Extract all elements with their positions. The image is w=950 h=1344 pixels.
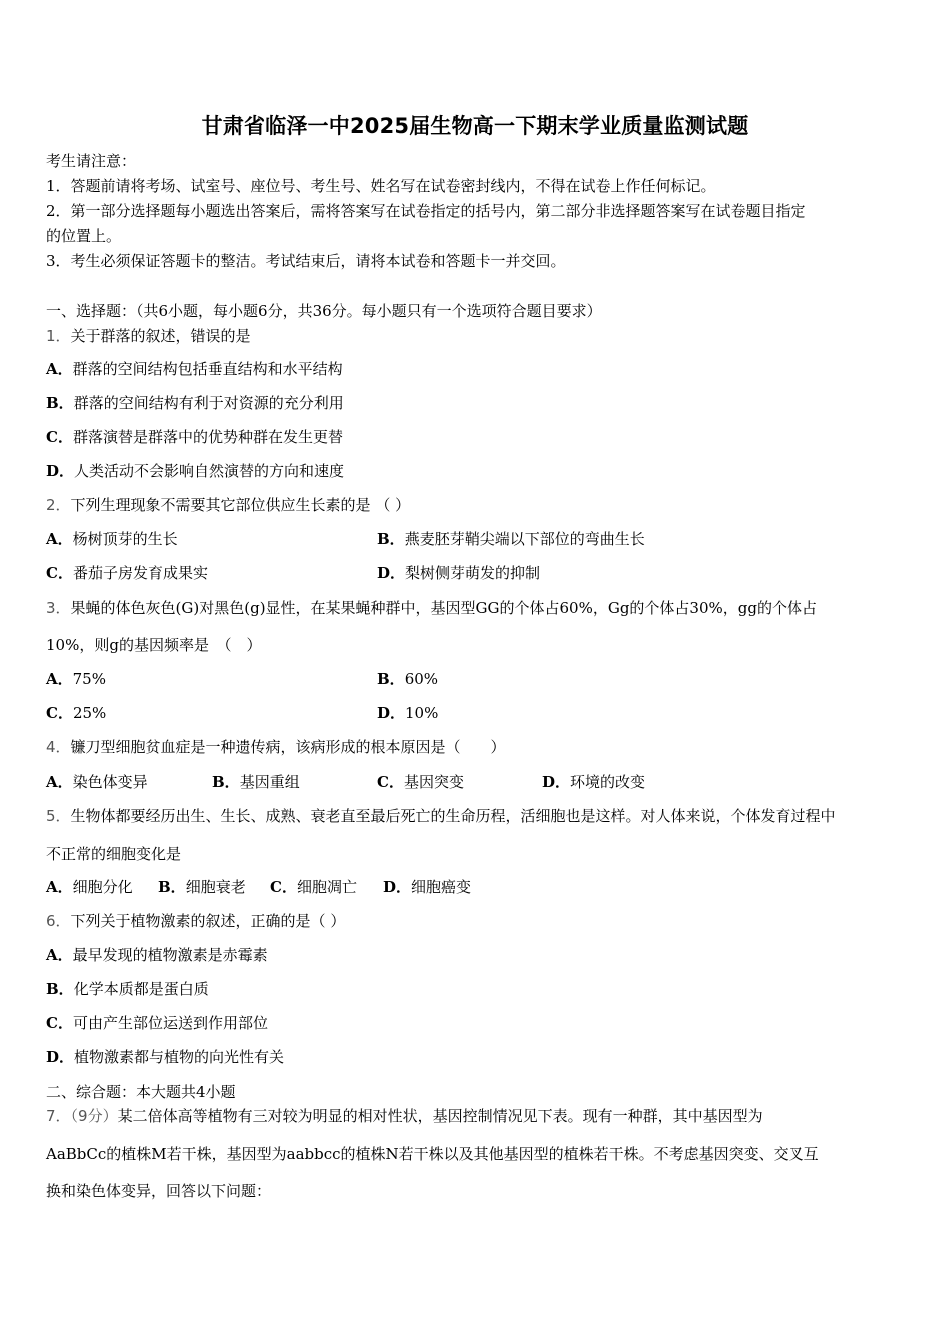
question-3-cont: 10%，则g的基因频率是 （ ）	[46, 636, 262, 654]
q1-option-a: A．群落的空间结构包括垂直结构和水平结构	[46, 360, 343, 378]
q2-option-c: C．番茄子房发育成果实	[46, 564, 208, 582]
q2-option-b: B．燕麦胚芽鞘尖端以下部位的弯曲生长	[377, 530, 645, 548]
question-1	[46, 325, 251, 347]
q6-option-a: A．最早发现的植物激素是赤霉素	[46, 946, 268, 964]
question-number: 5．	[46, 807, 71, 825]
question-score: （9分）	[70, 1107, 118, 1125]
question-number: 7．	[46, 1107, 71, 1125]
notice-heading: 考生请注意：	[46, 152, 137, 170]
question-5-cont: 不正常的细胞变化是	[46, 845, 182, 863]
question-stem: 下列生理现象不需要其它部位供应生长素的是 （ ）	[70, 496, 411, 514]
q4-option-a: A．染色体变异	[46, 773, 148, 791]
q6-option-d: D．植物激素都与植物的向光性有关	[46, 1048, 285, 1066]
question-5	[46, 805, 836, 827]
notice-item-2-cont: 的位置上。	[46, 227, 122, 245]
q5-option-b: B．细胞衰老	[158, 878, 246, 896]
question-number: 1．	[46, 327, 71, 345]
question-7-cont-1: AaBbCc的植株M若干株，基因型为aabbcc的植株N若干株以及其他基因型的植株若干株。不考虑基因突变、交叉互	[46, 1145, 819, 1163]
question-number: 2．	[46, 496, 71, 514]
section-1-heading: 一、选择题：（共6小题，每小题6分，共36分。每小题只有一个选项符合题目要求）	[46, 302, 602, 320]
question-7	[46, 1105, 763, 1127]
notice-item-3: 3．考生必须保证答题卡的整洁。考试结束后，请将本试卷和答题卡一并交回。	[46, 252, 566, 270]
q1-option-d: D．人类活动不会影响自然演替的方向和速度	[46, 462, 345, 480]
q3-option-c: C．25%	[46, 704, 107, 722]
q3-option-a: A．75%	[46, 670, 106, 688]
q6-option-b: B．化学本质都是蛋白质	[46, 980, 209, 998]
q3-option-b: B．60%	[377, 670, 439, 688]
q1-option-c: C．群落演替是群落中的优势种群在发生更替	[46, 428, 343, 446]
q3-option-d: D．10%	[377, 704, 439, 722]
q4-option-d: D．环境的改变	[542, 773, 646, 791]
q1-option-b: B．群落的空间结构有利于对资源的充分利用	[46, 394, 344, 412]
page-title: 甘肃省临泽一中2025届生物高一下期末学业质量监测试题	[201, 114, 749, 138]
q5-option-a: A．细胞分化	[46, 878, 133, 896]
notice-item-2: 2．第一部分选择题每小题选出答案后，需将答案写在试卷指定的括号内，第二部分非选择题答案写在试卷题目指定	[46, 202, 806, 220]
question-number: 4．	[46, 738, 71, 756]
question-stem: 某二倍体高等植物有三对较为明显的相对性状，基因控制情况见下表。现有一种群，其中基因型为	[117, 1107, 763, 1125]
question-stem: 下列关于植物激素的叙述，正确的是（ ）	[70, 912, 346, 930]
section-2-heading: 二、综合题：本大题共4小题	[46, 1083, 236, 1101]
question-stem: 生物体都要经历出生、生长、成熟、衰老直至最后死亡的生命历程，活细胞也是这样。对人体来说，个体发育过程中	[70, 807, 836, 825]
notice-item-1: 1．答题前请将考场、试室号、座位号、考生号、姓名写在试卷密封线内，不得在试卷上作任何标记。	[46, 177, 716, 195]
question-4	[46, 736, 506, 758]
q5-option-c: C．细胞凋亡	[270, 878, 357, 896]
q4-option-b: B．基因重组	[212, 773, 300, 791]
q5-option-d: D．细胞癌变	[383, 878, 472, 896]
question-2	[46, 494, 410, 516]
question-7-cont-2: 换和染色体变异，回答以下问题：	[46, 1182, 272, 1200]
q2-option-d: D．梨树侧芽萌发的抑制	[377, 564, 541, 582]
question-number: 3．	[46, 599, 71, 617]
q4-option-c: C．基因突变	[377, 773, 464, 791]
question-stem: 关于群落的叙述，错误的是	[70, 327, 251, 345]
question-number: 6．	[46, 912, 71, 930]
question-3	[46, 597, 817, 619]
question-6	[46, 910, 345, 932]
q2-option-a: A．杨树顶芽的生长	[46, 530, 178, 548]
question-stem: 果蝇的体色灰色(G)对黑色(g)显性，在某果蝇种群中，基因型GG的个体占60%，Gg的个体占30%，gg的个体占	[70, 599, 817, 617]
question-stem: 镰刀型细胞贫血症是一种遗传病，该病形成的根本原因是（ ）	[70, 738, 506, 756]
q6-option-c: C．可由产生部位运送到作用部位	[46, 1014, 268, 1032]
